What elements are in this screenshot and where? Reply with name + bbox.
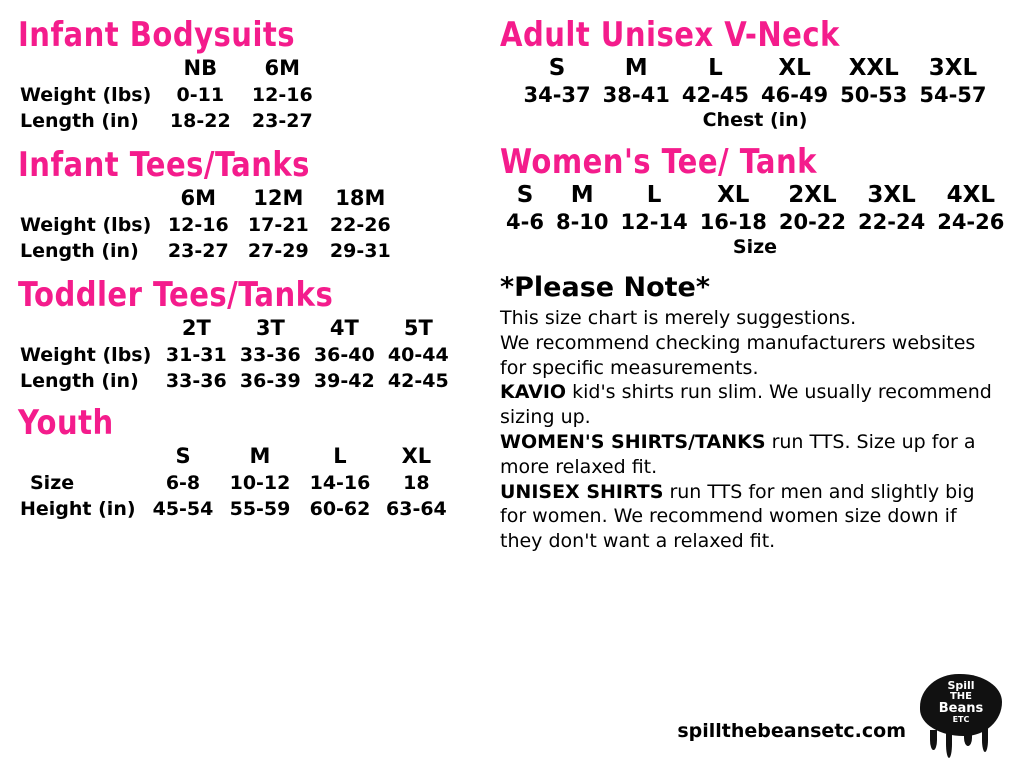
cell: 20-22: [778, 210, 847, 234]
size-table-toddler-tees-tanks: [18, 314, 455, 394]
table-row: [18, 108, 323, 134]
cell: 40-44: [387, 344, 449, 366]
col-header: M: [624, 55, 648, 81]
table-row: [18, 342, 455, 368]
note-line-bold: WOMEN'S SHIRTS/TANKS: [500, 430, 766, 453]
col-header: L: [333, 444, 347, 468]
please-note-title: *Please Note*: [500, 272, 710, 303]
logo-line-4: ETC: [952, 714, 970, 724]
table-header-row: [517, 54, 992, 82]
cell: 34-37: [523, 83, 591, 107]
col-header: M: [249, 444, 271, 468]
cell: 17-21: [247, 214, 309, 236]
section-toddler-tees-tanks: [18, 275, 470, 394]
table-row: [18, 82, 323, 108]
table-header-row: [18, 184, 401, 212]
cell: 22-24: [858, 210, 926, 234]
logo-line-3: Beans: [938, 701, 984, 717]
note-line: [500, 307, 1010, 330]
logo-line-1: Spill: [947, 679, 975, 692]
cell: 22-26: [329, 214, 391, 236]
section-womens-tee-tank: [500, 142, 1010, 258]
cell: 39-42: [313, 370, 375, 392]
section-title: Infant Tees/Tanks: [18, 145, 310, 185]
table-row: [18, 470, 453, 496]
size-table-infant-bodysuits: [18, 54, 323, 134]
cell: 12-14: [620, 210, 688, 234]
table-header-row: [18, 314, 455, 342]
col-header: S: [516, 182, 534, 208]
col-header: L: [708, 55, 723, 81]
cell: 16-18: [699, 210, 767, 234]
table-row: [517, 82, 992, 108]
cell: 55-59: [229, 498, 291, 520]
cell: 29-31: [329, 240, 391, 262]
cell: 27-29: [247, 240, 309, 262]
note-line: [500, 406, 1010, 429]
cell: 31-31: [165, 344, 227, 366]
col-header: S: [548, 55, 566, 81]
col-header: XXL: [848, 55, 899, 81]
col-header: 3XL: [928, 55, 978, 81]
col-header: 5T: [403, 316, 433, 340]
table-header-row: [18, 442, 453, 470]
table-row: [18, 496, 453, 522]
cell: 42-45: [387, 370, 449, 392]
cell: 0-11: [176, 84, 225, 106]
row-label: Size: [30, 472, 75, 494]
section-title: Toddler Tees/Tanks: [18, 275, 334, 315]
cell: 6-8: [165, 472, 201, 494]
col-header: 2XL: [788, 182, 837, 208]
col-header: 12M: [253, 186, 304, 210]
logo-line-2: THE: [949, 690, 973, 702]
note-line-text: We recommend checking manufacturers websites: [500, 331, 976, 354]
unit-label: Chest (in): [702, 109, 808, 131]
col-header: 4T: [329, 316, 359, 340]
logo-drip: [964, 730, 972, 746]
cell: 36-39: [239, 370, 301, 392]
corner-cell: [18, 314, 159, 342]
cell: 4-6: [506, 210, 544, 234]
cell: 23-27: [251, 110, 313, 132]
table-header-row: [18, 54, 323, 82]
note-line: [500, 456, 1010, 479]
unit-label: Size: [732, 236, 778, 258]
logo-text: [920, 680, 1002, 724]
cell: 54-57: [919, 83, 987, 107]
cell: 18-22: [169, 110, 231, 132]
row-label: Length (in): [20, 370, 139, 392]
section-title: Women's Tee/ Tank: [500, 142, 817, 182]
table-row: [18, 368, 455, 394]
note-line-bold: UNISEX SHIRTS: [500, 480, 664, 503]
row-label: Length (in): [20, 110, 139, 132]
cell: 23-27: [167, 240, 229, 262]
section-adult-unisex-vneck: [500, 15, 1010, 131]
corner-cell: [18, 184, 159, 212]
note-line-text: for women. We recommend women size down if: [500, 505, 957, 528]
cell: 14-16: [309, 472, 371, 494]
note-line: [500, 530, 1010, 553]
cell: 36-40: [313, 344, 375, 366]
note-line-text: kid's shirts run slim. We usually recommend: [566, 381, 992, 404]
size-table-adult-unisex-vneck: [517, 54, 992, 108]
table-row: [18, 238, 401, 264]
cell: 63-64: [386, 498, 447, 520]
cell: 45-54: [152, 498, 214, 520]
section-title: Infant Bodysuits: [18, 15, 296, 55]
table-row: [18, 212, 401, 238]
please-note-body: [500, 307, 1010, 553]
col-header: M: [570, 182, 594, 208]
cell: 46-49: [761, 83, 829, 107]
col-header: XL: [401, 444, 432, 468]
note-line: [500, 332, 1010, 355]
note-line-bold: KAVIO: [500, 381, 567, 404]
note-line-text: for specific measurements.: [500, 356, 759, 379]
note-line: [500, 431, 1010, 454]
table-row: [500, 209, 1010, 235]
corner-cell: [18, 442, 146, 470]
col-header: 2T: [181, 316, 211, 340]
cell: 10-12: [229, 472, 291, 494]
section-title: Youth: [18, 403, 114, 443]
section-title: Adult Unisex V-Neck: [500, 15, 840, 55]
cell: 42-45: [681, 83, 749, 107]
cell: 18: [403, 472, 430, 494]
logo-drip: [982, 728, 988, 752]
brand-logo: [914, 668, 1010, 760]
cell: 8-10: [555, 210, 609, 234]
size-table-infant-tees-tanks: [18, 184, 401, 264]
note-line-text: sizing up.: [500, 406, 591, 429]
col-header: 6M: [264, 56, 301, 80]
cell: 60-62: [309, 498, 371, 520]
cell: 12-16: [251, 84, 313, 106]
note-line: [500, 481, 1010, 504]
col-header: 4XL: [946, 182, 995, 208]
note-line-text: more relaxed fit.: [500, 455, 658, 478]
row-label: Length (in): [20, 240, 139, 262]
logo-drip: [930, 730, 937, 750]
col-header: XL: [778, 55, 811, 81]
col-header: 6M: [180, 186, 217, 210]
website-url: spillthebeansetc.com: [677, 720, 906, 742]
section-infant-tees-tanks: [18, 145, 470, 264]
note-line: [500, 381, 1010, 404]
cell: 33-36: [165, 370, 227, 392]
cell: 38-41: [602, 83, 670, 107]
note-line-text: run TTS. Size up for a: [765, 430, 976, 453]
cell: 12-16: [167, 214, 229, 236]
note-line-text: run TTS for men and slightly big: [663, 480, 975, 503]
cell: 50-53: [840, 83, 908, 107]
table-header-row: [500, 181, 1010, 209]
row-label: Weight (lbs): [20, 344, 152, 366]
note-line: [500, 505, 1010, 528]
size-table-womens-tee-tank: [500, 181, 1010, 235]
col-header: 3XL: [867, 182, 916, 208]
logo-drip: [946, 730, 952, 758]
col-header: XL: [717, 182, 750, 208]
col-header: S: [175, 444, 191, 468]
col-header: 3T: [255, 316, 285, 340]
right-column: [482, 0, 1024, 768]
cell: 33-36: [239, 344, 301, 366]
corner-cell: [18, 54, 159, 82]
col-header: 18M: [335, 186, 386, 210]
left-column: [0, 0, 480, 768]
col-header: NB: [183, 56, 218, 80]
section-youth: [18, 403, 470, 522]
col-header: L: [646, 182, 662, 208]
row-label: Weight (lbs): [20, 214, 152, 236]
row-label: Height (in): [20, 498, 136, 520]
section-infant-bodysuits: [18, 15, 470, 134]
note-line-text: This size chart is merely suggestions.: [500, 307, 857, 329]
cell: 24-26: [937, 210, 1005, 234]
size-table-youth: [18, 442, 453, 522]
row-label: Weight (lbs): [20, 84, 152, 106]
note-line-text: they don't want a relaxed fit.: [500, 530, 776, 553]
note-line: [500, 357, 1010, 380]
